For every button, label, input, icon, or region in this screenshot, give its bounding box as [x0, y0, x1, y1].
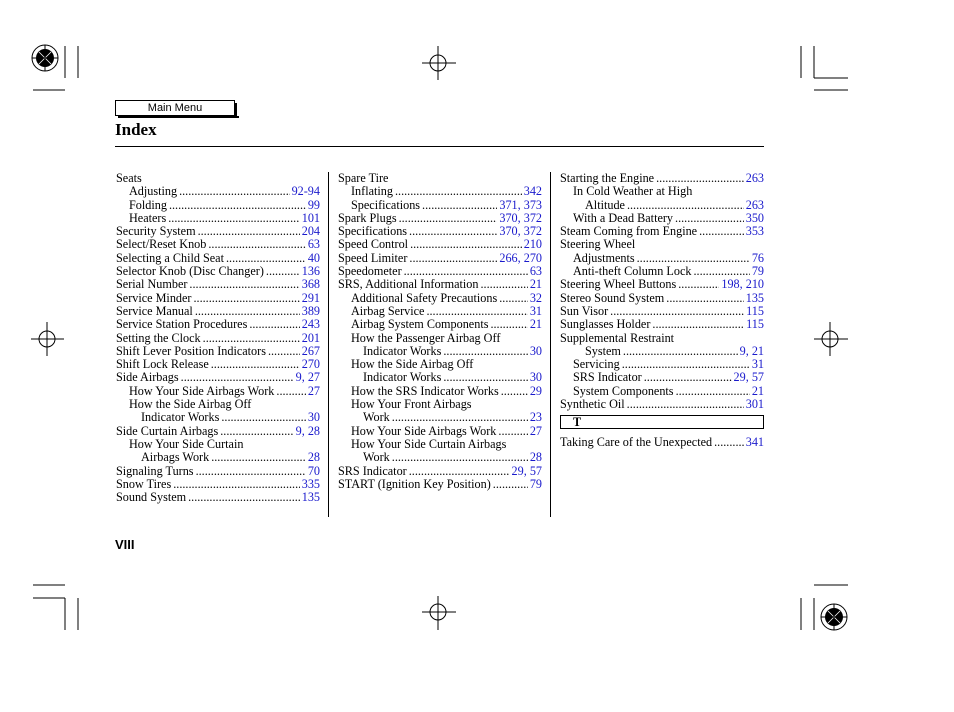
- page-reference-link[interactable]: 27: [307, 383, 320, 398]
- index-entry: [338, 411, 542, 424]
- index-entry-label: Airbags Work: [141, 450, 210, 465]
- page-reference-link[interactable]: 63: [307, 237, 320, 252]
- page-reference-link[interactable]: 389: [301, 303, 320, 318]
- page-reference-link[interactable]: 76: [751, 250, 764, 265]
- index-entry: [338, 292, 542, 305]
- page-reference-link[interactable]: 101: [301, 210, 320, 225]
- index-entry-label: SRS Indicator: [338, 463, 407, 478]
- index-entry-label: Sun Visor: [560, 303, 609, 318]
- index-entry-label: Selecting a Child Seat: [116, 250, 224, 265]
- index-entry-label: Anti-theft Column Lock: [573, 264, 692, 279]
- dot-leader: [276, 385, 305, 398]
- page-reference-link[interactable]: 263: [745, 197, 764, 212]
- dot-leader: [188, 491, 300, 504]
- index-entry: [116, 292, 320, 305]
- page-reference-link[interactable]: 368: [301, 277, 320, 292]
- dot-leader: [481, 278, 528, 291]
- page-reference-link[interactable]: 335: [301, 476, 320, 491]
- index-entry: [560, 278, 764, 291]
- page-reference-link[interactable]: 23: [529, 410, 542, 425]
- dot-leader: [627, 398, 744, 411]
- page-reference-link[interactable]: 29, 57: [733, 370, 764, 385]
- page-reference-link[interactable]: 136: [301, 264, 320, 279]
- page-reference-link[interactable]: 30: [529, 370, 542, 385]
- index-entry-label: Stereo Sound System: [560, 290, 665, 305]
- index-entry: [338, 345, 542, 358]
- index-entry-label: How the SRS Indicator Works: [351, 383, 499, 398]
- index-entry-label: SRS Indicator: [573, 370, 642, 385]
- dot-leader: [211, 451, 306, 464]
- index-entry-label: Supplemental Restraint: [560, 330, 675, 345]
- index-entry-label: Indicator Works: [363, 370, 442, 385]
- index-entry: [338, 371, 542, 384]
- index-entry: [116, 332, 320, 345]
- dot-leader: [443, 371, 527, 384]
- dot-leader: [422, 199, 497, 212]
- index-entry: [560, 172, 764, 185]
- page-reference-link[interactable]: 21: [751, 383, 764, 398]
- dot-leader: [268, 345, 300, 358]
- index-entry: [560, 345, 764, 358]
- index-entry: [116, 278, 320, 291]
- page-reference-link[interactable]: 198, 210: [721, 277, 764, 292]
- dot-leader: [622, 358, 750, 371]
- index-entry-label: Setting the Clock: [116, 330, 201, 345]
- dot-leader: [610, 305, 744, 318]
- index-entry-label: Service Station Procedures: [116, 317, 248, 332]
- dot-leader: [395, 185, 522, 198]
- index-entry: [116, 252, 320, 265]
- index-entry: [560, 436, 764, 449]
- index-entry-label: How Your Side Curtain Airbags: [351, 436, 507, 451]
- index-entry: [338, 238, 542, 251]
- page-reference-link[interactable]: 370, 372: [499, 224, 542, 239]
- main-menu-button[interactable]: Main Menu: [115, 100, 235, 116]
- index-entry-label: How the Passenger Airbag Off: [351, 330, 501, 345]
- dot-leader: [693, 265, 749, 278]
- index-entry: [560, 358, 764, 371]
- dot-leader: [173, 478, 300, 491]
- page-reference-link[interactable]: 135: [745, 290, 764, 305]
- page-reference-link[interactable]: 9, 27: [295, 370, 320, 385]
- page-reference-link[interactable]: 9, 28: [295, 423, 320, 438]
- dot-leader: [656, 172, 744, 185]
- index-column-3: [560, 172, 764, 450]
- page-reference-link[interactable]: 115: [746, 317, 764, 332]
- index-entry: [338, 199, 542, 212]
- index-entry: [116, 411, 320, 424]
- index-entry: [338, 478, 542, 491]
- index-entry-label: How Your Side Airbags Work: [129, 383, 275, 398]
- index-entry-label: Additional Safety Precautions: [351, 290, 498, 305]
- index-entry: [338, 358, 542, 371]
- dot-leader: [627, 199, 744, 212]
- index-entry: [338, 185, 542, 198]
- index-entry-label: Altitude: [585, 197, 625, 212]
- index-entry-label: Steering Wheel Buttons: [560, 277, 677, 292]
- dot-leader: [208, 238, 305, 251]
- index-entry-label: Work: [363, 410, 390, 425]
- index-entry-label: How Your Side Airbags Work: [351, 423, 497, 438]
- registration-target-top-left: [32, 45, 58, 71]
- dot-leader: [652, 318, 744, 331]
- index-entry: [560, 225, 764, 238]
- dot-leader: [266, 265, 300, 278]
- page-number: VIII: [115, 537, 135, 552]
- index-entry: [338, 438, 542, 451]
- dot-leader: [493, 478, 528, 491]
- page-reference-link[interactable]: 31: [529, 303, 542, 318]
- page-reference-link[interactable]: 350: [745, 210, 764, 225]
- dot-leader: [666, 292, 743, 305]
- index-entry: [560, 305, 764, 318]
- index-entry-label: Work: [363, 450, 390, 465]
- index-entry-label: START (Ignition Key Position): [338, 476, 491, 491]
- index-entry-label: Side Airbags: [116, 370, 179, 385]
- index-entry: [116, 265, 320, 278]
- crosshair-left: [31, 322, 64, 356]
- dot-leader: [193, 292, 299, 305]
- dot-leader: [443, 345, 527, 358]
- dot-leader: [226, 252, 306, 265]
- index-entry: [560, 199, 764, 212]
- dot-leader: [637, 252, 750, 265]
- index-entry-label: Signaling Turns: [116, 463, 194, 478]
- page-reference-link[interactable]: 63: [529, 264, 542, 279]
- index-entry-label: Spark Plugs: [338, 210, 397, 225]
- index-entry-label: How Your Front Airbags: [351, 397, 472, 412]
- crosshair-right: [814, 322, 848, 356]
- dot-leader: [644, 371, 732, 384]
- index-entry-label: How the Side Airbag Off: [351, 357, 474, 372]
- page-reference-link[interactable]: 27: [529, 423, 542, 438]
- page-reference-link[interactable]: 267: [301, 343, 320, 358]
- index-entry: [116, 398, 320, 411]
- index-entry-label: Folding: [129, 197, 167, 212]
- page-reference-link[interactable]: 353: [745, 224, 764, 239]
- index-entry-label: Security System: [116, 224, 196, 239]
- page-reference-link[interactable]: 29: [529, 383, 542, 398]
- index-entry: [116, 345, 320, 358]
- index-entry: [560, 332, 764, 345]
- page-reference-link[interactable]: 21: [529, 277, 542, 292]
- dot-leader: [203, 332, 300, 345]
- page-reference-link[interactable]: 99: [307, 197, 320, 212]
- index-entry-label: Indicator Works: [363, 343, 442, 358]
- dot-leader: [181, 371, 294, 384]
- index-entry-label: Indicator Works: [141, 410, 220, 425]
- index-entry: [338, 305, 542, 318]
- index-entry-label: System: [585, 343, 621, 358]
- index-entry-label: Steering Wheel: [560, 237, 636, 252]
- index-entry-label: Adjusting: [129, 184, 178, 199]
- index-entry: [560, 385, 764, 398]
- index-entry: [338, 425, 542, 438]
- page-reference-link[interactable]: 79: [529, 476, 542, 491]
- index-entry-label: System Components: [573, 383, 674, 398]
- index-entry: [116, 465, 320, 478]
- dot-leader: [392, 451, 528, 464]
- dot-leader: [409, 225, 497, 238]
- dot-leader: [426, 305, 527, 318]
- index-entry-label: With a Dead Battery: [573, 210, 674, 225]
- index-entry-label: Heaters: [129, 210, 167, 225]
- dot-leader: [195, 305, 300, 318]
- page-reference-link[interactable]: 135: [301, 490, 320, 505]
- index-entry: [116, 425, 320, 438]
- index-entry-label: Spare Tire: [338, 171, 389, 185]
- index-entry-label: Sunglasses Holder: [560, 317, 651, 332]
- index-entry-label: Speedometer: [338, 264, 402, 279]
- index-entry: [560, 398, 764, 411]
- index-entry-label: Adjustments: [573, 250, 635, 265]
- dot-leader: [169, 199, 306, 212]
- page-reference-link[interactable]: 210: [523, 237, 542, 252]
- index-entry: [116, 371, 320, 384]
- index-entry: [338, 451, 542, 464]
- index-entry-label: Seats: [116, 171, 142, 185]
- index-entry: [338, 318, 542, 331]
- index-entry-label: SRS, Additional Information: [338, 277, 479, 292]
- dot-leader: [220, 425, 293, 438]
- dot-leader: [211, 358, 300, 371]
- crosshair-top: [422, 46, 456, 80]
- index-entry: [338, 278, 542, 291]
- index-entry: [560, 212, 764, 225]
- page-reference-link[interactable]: 263: [745, 171, 764, 185]
- page-reference-link[interactable]: 371, 373: [499, 197, 542, 212]
- index-entry-label: Service Manual: [116, 303, 193, 318]
- index-entry-label: Specifications: [338, 224, 408, 239]
- dot-leader: [699, 225, 744, 238]
- index-entry: [116, 212, 320, 225]
- page-reference-link[interactable]: 32: [529, 290, 542, 305]
- dot-leader: [404, 265, 528, 278]
- index-entry: [116, 172, 320, 185]
- index-entry-label: Steam Coming from Engine: [560, 224, 698, 239]
- index-entry-label: Speed Control: [338, 237, 409, 252]
- dot-leader: [409, 252, 497, 265]
- index-entry: [116, 305, 320, 318]
- dot-leader: [168, 212, 300, 225]
- index-entry-label: Shift Lever Position Indicators: [116, 343, 266, 358]
- index-entry: [560, 238, 764, 251]
- index-entry-label: Serial Number: [116, 277, 188, 292]
- index-entry: [560, 292, 764, 305]
- index-entry-label: Shift Lock Release: [116, 357, 209, 372]
- index-entry-label: Service Minder: [116, 290, 192, 305]
- dot-leader: [198, 225, 300, 238]
- index-entry: [116, 358, 320, 371]
- index-entry: [338, 225, 542, 238]
- index-column-1: [116, 172, 320, 504]
- index-entry: [116, 438, 320, 451]
- page-reference-link[interactable]: 301: [745, 397, 764, 412]
- dot-leader: [409, 465, 510, 478]
- dot-leader: [498, 425, 527, 438]
- dot-leader: [714, 436, 744, 449]
- index-entry: [116, 451, 320, 464]
- index-entry: [560, 185, 764, 198]
- page-reference-link[interactable]: 370, 372: [499, 210, 542, 225]
- index-entry: [116, 185, 320, 198]
- letter-section-header: T: [560, 415, 764, 429]
- dot-leader: [399, 212, 498, 225]
- index-entry: [338, 332, 542, 345]
- index-entry: [560, 265, 764, 278]
- index-entry-label: Selector Knob (Disc Changer): [116, 264, 264, 279]
- dot-leader: [676, 385, 750, 398]
- page-reference-link[interactable]: 28: [529, 450, 542, 465]
- dot-leader: [189, 278, 299, 291]
- index-entry: [116, 385, 320, 398]
- index-entry-label: Starting the Engine: [560, 171, 655, 185]
- crosshair-bottom: [422, 596, 456, 630]
- index-entry: [116, 238, 320, 251]
- dot-leader: [678, 278, 719, 291]
- title-divider: [115, 146, 764, 147]
- index-entry: [560, 371, 764, 384]
- index-entry: [116, 491, 320, 504]
- page-reference-link[interactable]: 204: [301, 224, 320, 239]
- index-entry: [116, 478, 320, 491]
- index-entry-label: Synthetic Oil: [560, 397, 625, 412]
- index-entry: [116, 318, 320, 331]
- index-entry-label: How Your Side Curtain: [129, 436, 244, 451]
- page-reference-link[interactable]: 28: [307, 450, 320, 465]
- dot-leader: [499, 292, 528, 305]
- page-reference-link[interactable]: 70: [307, 463, 320, 478]
- index-entry: [560, 318, 764, 331]
- dot-leader: [179, 185, 289, 198]
- index-entry: [338, 385, 542, 398]
- page-reference-link[interactable]: 270: [301, 357, 320, 372]
- index-entry-label: Taking Care of the Unexpected: [560, 435, 713, 450]
- index-entry-label: Sound System: [116, 490, 187, 505]
- index-entry-label: Inflating: [351, 184, 393, 199]
- page-reference-link[interactable]: 342: [523, 184, 542, 199]
- dot-leader: [410, 238, 522, 251]
- page-reference-link[interactable]: 92-94: [291, 184, 320, 199]
- dot-leader: [392, 411, 528, 424]
- index-entry: [338, 398, 542, 411]
- index-entry: [116, 199, 320, 212]
- page-reference-link[interactable]: 266, 270: [499, 250, 542, 265]
- index-entry-label: Airbag Service: [351, 303, 425, 318]
- column-divider: [550, 172, 551, 517]
- page-reference-link[interactable]: 31: [751, 357, 764, 372]
- page-reference-link[interactable]: 115: [746, 303, 764, 318]
- index-entry: [338, 172, 542, 185]
- dot-leader: [249, 318, 299, 331]
- index-entry: [560, 252, 764, 265]
- index-entry-label: How the Side Airbag Off: [129, 397, 252, 412]
- registration-target-bottom-right: [821, 604, 847, 630]
- dot-leader: [623, 345, 738, 358]
- page-reference-link[interactable]: 21: [529, 317, 542, 332]
- page-reference-link[interactable]: 201: [301, 330, 320, 345]
- index-entry: [338, 465, 542, 478]
- index-entry: [338, 252, 542, 265]
- page-reference-link[interactable]: 40: [307, 250, 320, 265]
- page-reference-link[interactable]: 30: [529, 343, 542, 358]
- index-entry-label: Side Curtain Airbags: [116, 423, 219, 438]
- index-entry-label: In Cold Weather at High: [573, 184, 693, 199]
- page-title: Index: [115, 120, 157, 139]
- index-entry: [338, 265, 542, 278]
- index-entry-label: Select/Reset Knob: [116, 237, 207, 252]
- dot-leader: [221, 411, 305, 424]
- column-divider: [328, 172, 329, 517]
- index-entry-label: Snow Tires: [116, 476, 172, 491]
- index-entry-label: Airbag System Components: [351, 317, 489, 332]
- page-reference-link[interactable]: 9, 21: [739, 343, 764, 358]
- page-reference-link[interactable]: 79: [751, 264, 764, 279]
- index-entry-label: Specifications: [351, 197, 421, 212]
- page-reference-link[interactable]: 30: [307, 410, 320, 425]
- dot-leader: [196, 465, 306, 478]
- index-entry-label: Speed Limiter: [338, 250, 408, 265]
- index-entry: [338, 212, 542, 225]
- dot-leader: [501, 385, 528, 398]
- index-column-2: [338, 172, 542, 491]
- page-reference-link[interactable]: 341: [745, 435, 764, 450]
- page-reference-link[interactable]: 243: [301, 317, 320, 332]
- dot-leader: [675, 212, 744, 225]
- index-entry: [116, 225, 320, 238]
- dot-leader: [490, 318, 527, 331]
- page-reference-link[interactable]: 29, 57: [511, 463, 542, 478]
- index-entry-label: Servicing: [573, 357, 620, 372]
- page-reference-link[interactable]: 291: [301, 290, 320, 305]
